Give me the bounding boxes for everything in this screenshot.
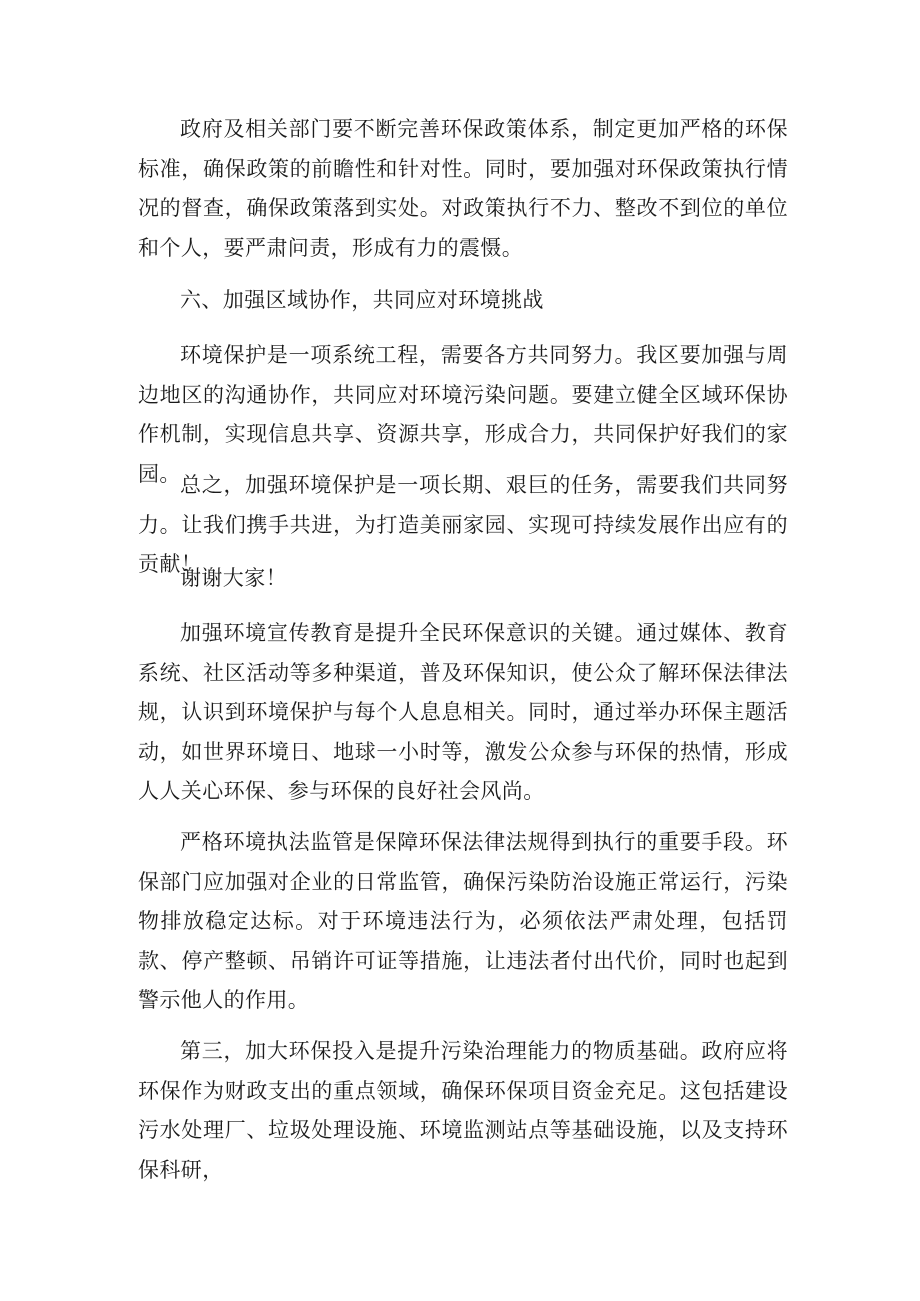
paragraph-education: 加强环境宣传教育是提升全民环保意识的关键。通过媒体、教育系统、社区活动等多种渠道，普及环保知识，使公众了解环保法律法规，认识到环境保护与每个人息息相关。同时，通过举办环保主题活动，如世界环境日、地球一小时等，激发公众参与环保的热情，形成人人关心环保、参与环保的良好社会风尚。 bbox=[138, 621, 788, 803]
paragraph-conclusion: 总之，加强环境保护是一项长期、艰巨的任务，需要我们共同努力。让我们携手共进，为打造美丽家园、实现可持续发展作出应有的贡献！ bbox=[138, 473, 788, 576]
paragraph-policy-system: 政府及相关部门要不断完善环保政策体系，制定更加严格的环保标准，确保政策的前瞻性和针对性。同时，要加强对环保政策执行情况的督查，确保政策落到实处。对政策执行不力、整改不到位的单位和个人，要严肃问责，形成有力的震慑。 bbox=[138, 117, 788, 260]
paragraph-regional-cooperation: 环境保护是一项系统工程，需要各方共同努力。我区要加强与周边地区的沟通协作，共同应对环境污染问题。要建立健全区域环保协作机制，实现信息共享、资源共享，形成合力，共同保护好我们的家园。 bbox=[138, 343, 788, 486]
paragraph-investment: 第三，加大环保投入是提升污染治理能力的物质基础。政府应将环保作为财政支出的重点领域，确保环保项目资金充足。这包括建设污水处理厂、垃圾处理设施、环境监测站点等基础设施，以及支持环保科研， bbox=[138, 1039, 788, 1182]
section-heading-regional-cooperation: 六、加强区域协作，共同应对环境挑战 bbox=[180, 288, 544, 312]
paragraph-thanks: 谢谢大家！ bbox=[180, 566, 287, 590]
paragraph-enforcement: 严格环境执法监管是保障环保法律法规得到执行的重要手段。环保部门应加强对企业的日常监管，确保污染防治设施正常运行，污染物排放稳定达标。对于环境违法行为，必须依法严肃处理，包括罚款、停产整顿、吊销许可证等措施，让违法者付出代价，同时也起到警示他人的作用。 bbox=[138, 830, 788, 1012]
